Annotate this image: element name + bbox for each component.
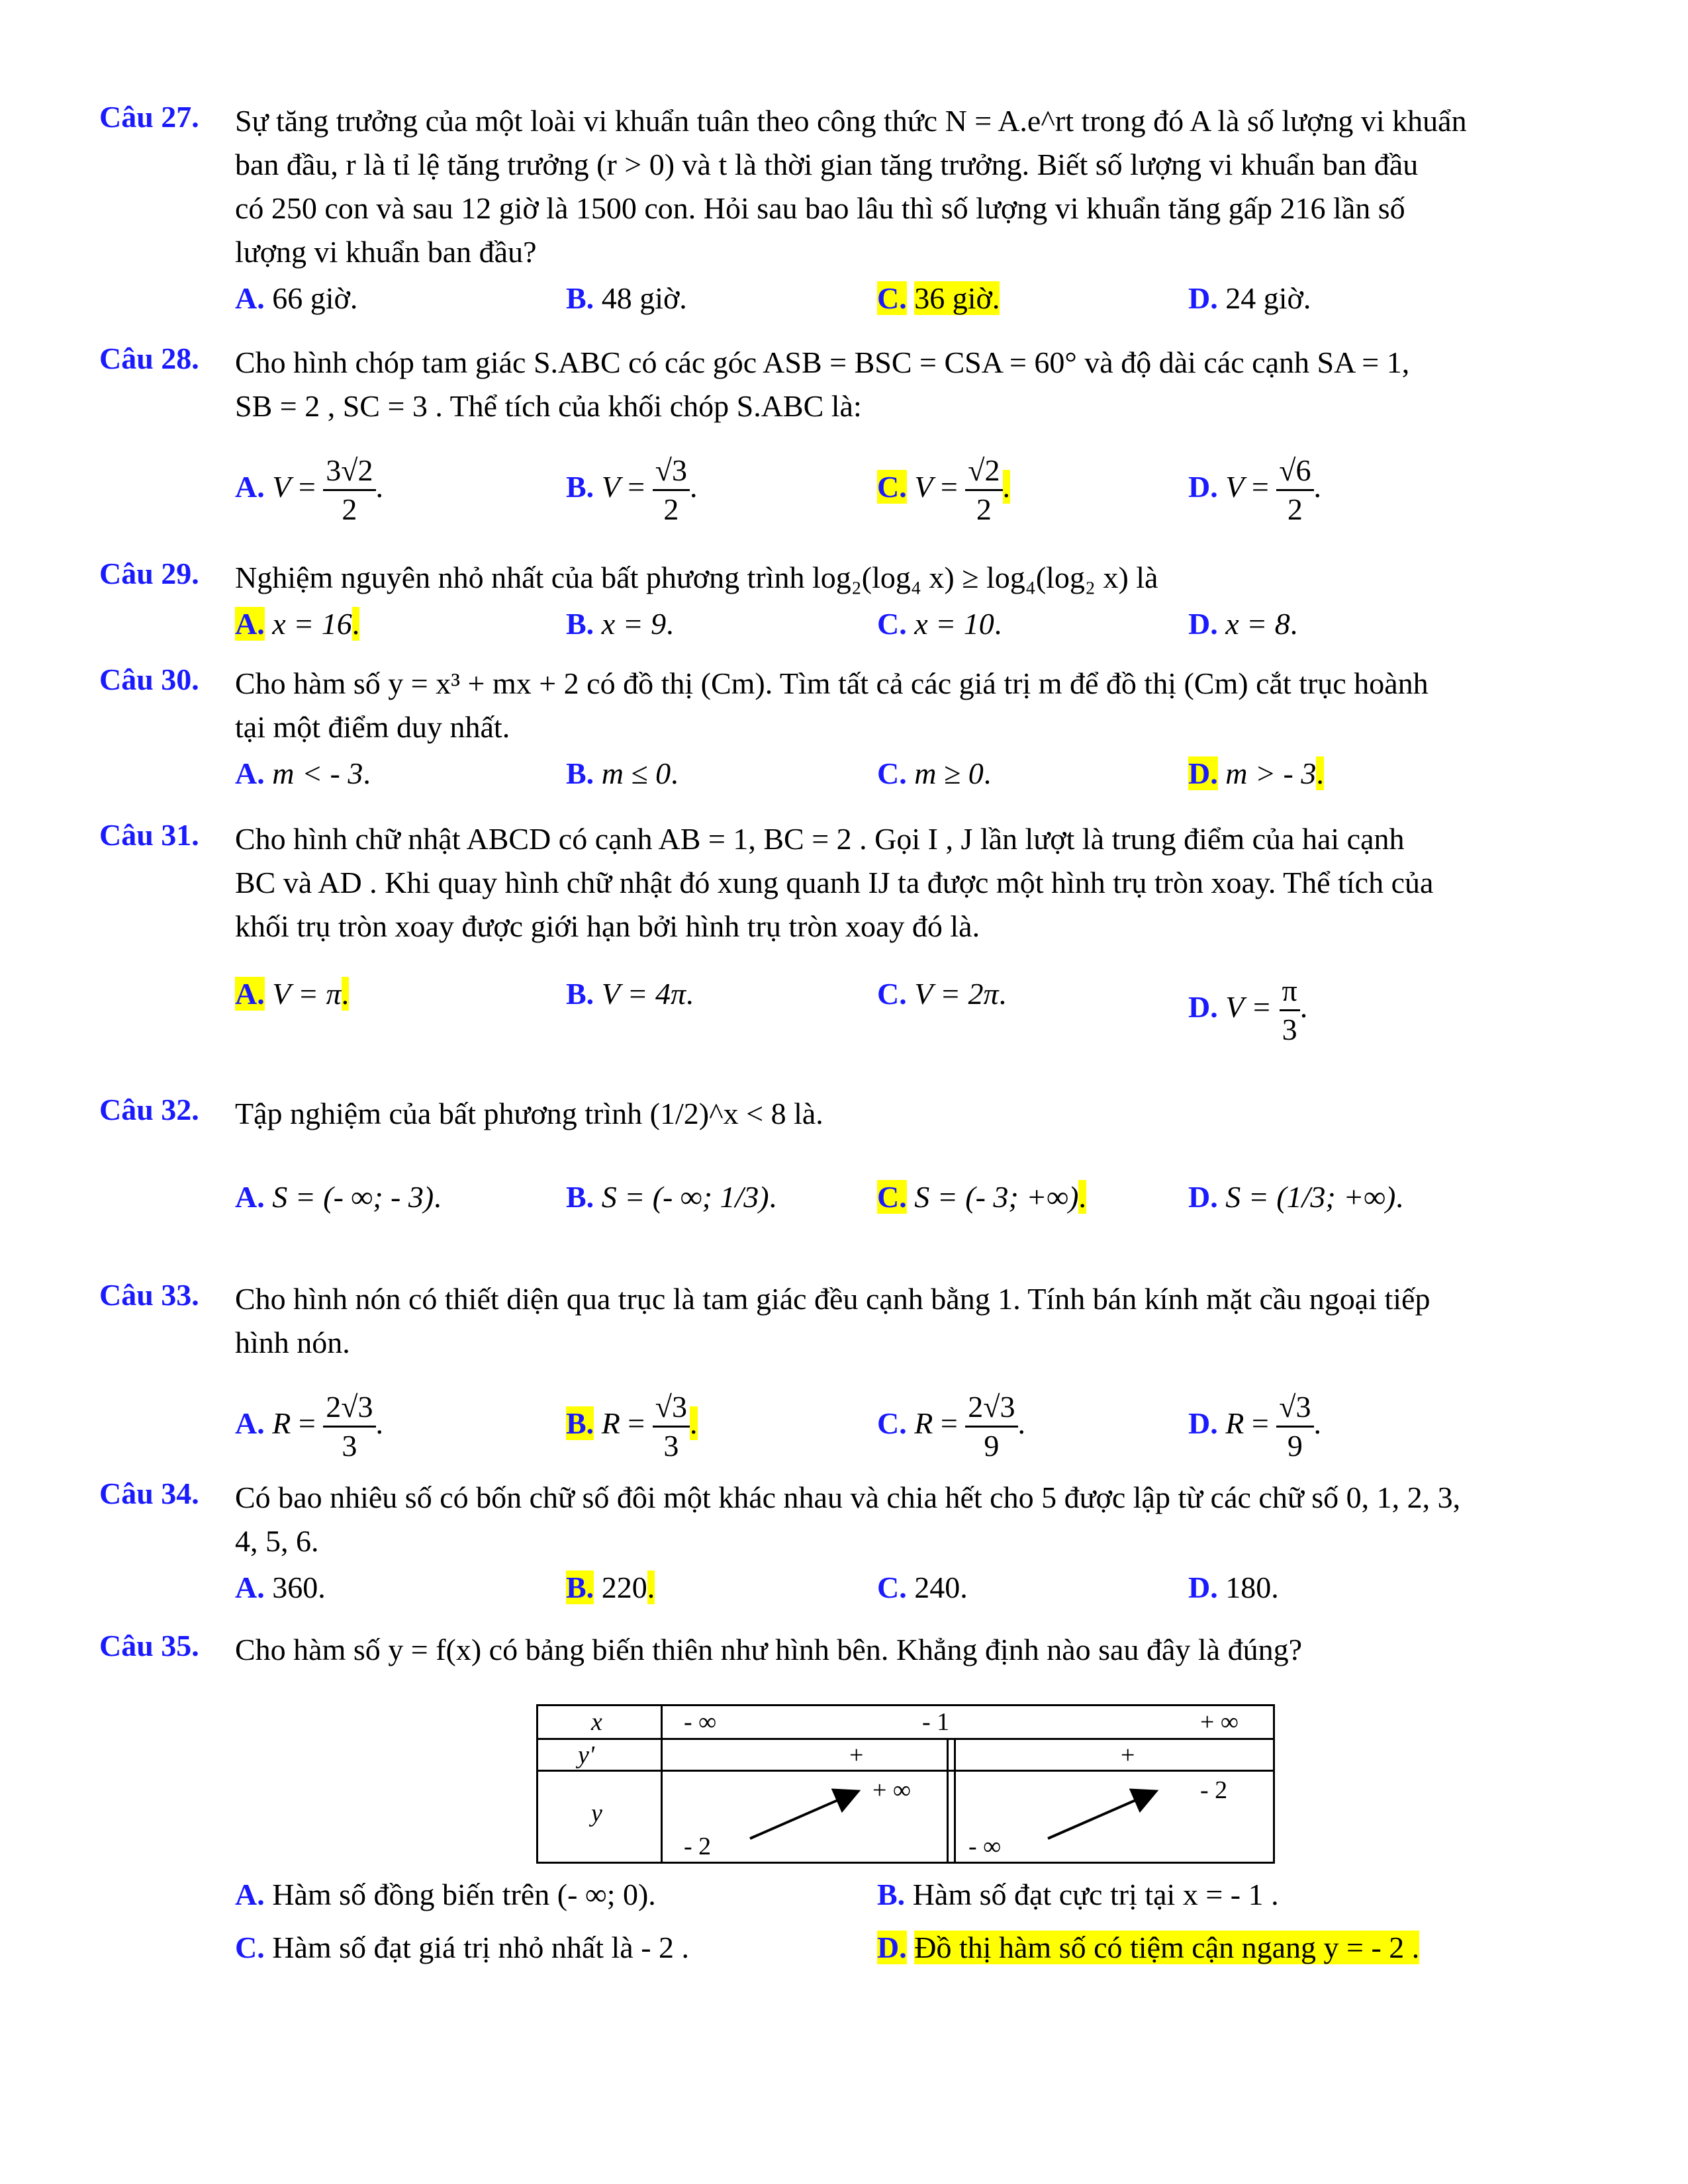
table-yprime-label: y' xyxy=(578,1741,594,1769)
option-b[interactable]: B. V = 4π. xyxy=(566,977,694,1011)
option-a[interactable]: A. V = $\frac{3√2}{2}$ . xyxy=(235,453,384,526)
question-text: Nghiệm nguyên nhỏ nhất của bất phương trình log₂(log₄ x) ≥ log₄(log₂ x) là xyxy=(235,561,1158,594)
option-a[interactable]: A. Hàm số đồng biến trên (- ∞; 0). xyxy=(235,1878,656,1911)
option-b[interactable]: B. 48 giờ. xyxy=(566,281,687,315)
question-text: Có bao nhiêu số có bốn chữ số đôi một khác nhau và chia hết cho 5 được lập từ các chữ số 0, 1, 2, 3, xyxy=(235,1480,1461,1514)
option-a[interactable]: A. x = 16. xyxy=(235,607,360,641)
question-text: Cho hình chữ nhật ABCD có cạnh AB = 1, BC = 2 . Gọi I , J lần lượt là trung điểm của hai cạnh xyxy=(235,822,1405,856)
option-d[interactable]: D. 180. xyxy=(1188,1570,1279,1604)
question-text: Tập nghiệm của bất phương trình (1/2)^x < 8 là. xyxy=(235,1097,823,1130)
option-b[interactable]: B. R = $\frac{√3}{3}$ . xyxy=(566,1390,698,1463)
question-text: BC và AD . Khi quay hình chữ nhật đó xung quanh IJ ta được một hình trụ tròn xoay. Thể tích của xyxy=(235,866,1434,899)
option-a[interactable]: A. 66 giờ. xyxy=(235,281,358,315)
question-number: Câu 28. xyxy=(99,341,199,375)
table-y-minus-2-right: - 2 xyxy=(1200,1776,1228,1804)
option-d[interactable]: D. V = $\frac{√6}{2}$ . xyxy=(1188,453,1322,526)
option-a[interactable]: A. R = $\frac{2√3}{3}$ . xyxy=(235,1390,384,1463)
option-a[interactable]: A. S = (- ∞; - 3). xyxy=(235,1180,442,1214)
option-b[interactable]: B. Hàm số đạt cực trị tại x = - 1 . xyxy=(877,1878,1279,1911)
question-text: 4, 5, 6. xyxy=(235,1524,319,1558)
question-text: Sự tăng trưởng của một loài vi khuẩn tuân theo công thức N = A.e^rt trong đó A là số lượng vi khuẩn xyxy=(235,104,1467,138)
option-d[interactable]: D. m > - 3. xyxy=(1188,756,1324,790)
question-text: khối trụ tròn xoay được giới hạn bởi hình trụ tròn xoay đó là. xyxy=(235,909,980,943)
question-text: Cho hàm số y = f(x) có bảng biến thiên như hình bên. Khẳng định nào sau đây là đúng? xyxy=(235,1633,1302,1666)
question-text: tại một điểm duy nhất. xyxy=(235,710,510,744)
variation-table xyxy=(536,1704,1275,1864)
question-text: Cho hình nón có thiết diện qua trục là tam giác đều cạnh bằng 1. Tính bán kính mặt cầu ngoại tiếp xyxy=(235,1282,1430,1316)
question-number: Câu 27. xyxy=(99,100,199,134)
option-a[interactable]: A. 360. xyxy=(235,1570,326,1604)
increasing-arrow-1 xyxy=(750,1792,856,1839)
question-31 xyxy=(99,817,1595,1046)
option-d[interactable]: D. x = 8. xyxy=(1188,607,1298,641)
option-d[interactable]: D. 24 giờ. xyxy=(1188,281,1311,315)
option-d[interactable]: D. S = (1/3; +∞). xyxy=(1188,1180,1403,1214)
option-b[interactable]: B. 220. xyxy=(566,1570,655,1604)
question-28 xyxy=(99,341,1595,526)
question-27 xyxy=(99,99,1595,320)
question-29 xyxy=(99,556,1595,646)
question-number: Câu 33. xyxy=(99,1278,199,1312)
question-32 xyxy=(99,1092,1595,1219)
table-x-minus-inf: - ∞ xyxy=(684,1708,717,1736)
question-number: Câu 35. xyxy=(99,1629,199,1662)
table-sign-plus-2: + xyxy=(1121,1741,1135,1769)
option-b[interactable]: B. m ≤ 0. xyxy=(566,756,679,790)
question-30 xyxy=(99,662,1595,796)
option-b[interactable]: B. x = 9. xyxy=(566,607,674,641)
table-x-plus-inf: + ∞ xyxy=(1200,1708,1239,1736)
option-a[interactable]: A. m < - 3. xyxy=(235,756,371,790)
option-b[interactable]: B. S = (- ∞; 1/3). xyxy=(566,1180,777,1214)
question-text: có 250 con và sau 12 giờ là 1500 con. Hỏi sau bao lâu thì số lượng vi khuẩn tăng gấp 216 lần số xyxy=(235,191,1405,225)
option-c[interactable]: C. m ≥ 0. xyxy=(877,756,992,790)
question-number: Câu 30. xyxy=(99,662,199,696)
question-35 xyxy=(99,1628,1595,1672)
question-number: Câu 29. xyxy=(99,557,199,590)
table-y-plus-inf: + ∞ xyxy=(872,1776,912,1804)
option-d[interactable]: D. R = $\frac{√3}{9}$ . xyxy=(1188,1390,1322,1463)
option-c[interactable]: C. V = $\frac{√2}{2}$ . xyxy=(877,453,1011,526)
table-y-minus-inf: - ∞ xyxy=(968,1833,1002,1860)
question-text: hình nón. xyxy=(235,1326,350,1359)
question-text: Cho hình chóp tam giác S.ABC có các góc ASB = BSC = CSA = 60° và độ dài các cạnh SA = 1, xyxy=(235,345,1410,379)
question-number: Câu 34. xyxy=(99,1477,199,1510)
option-c[interactable]: C. V = 2π. xyxy=(877,977,1007,1011)
question-text: Cho hàm số y = x³ + mx + 2 có đồ thị (Cm). Tìm tất cả các giá trị m để đồ thị (Cm) cắt trục hoành xyxy=(235,666,1429,700)
option-c[interactable]: C. S = (- 3; +∞). xyxy=(877,1180,1086,1214)
option-c[interactable]: C. R = $\frac{2√3}{9}$ . xyxy=(877,1390,1026,1463)
question-text: SB = 2 , SC = 3 . Thể tích của khối chóp S.ABC là: xyxy=(235,389,862,423)
table-y-minus-2-left: - 2 xyxy=(684,1833,712,1860)
option-b[interactable]: B. V = $\frac{√3}{2}$ . xyxy=(566,453,698,526)
option-c[interactable]: C. Hàm số đạt giá trị nhỏ nhất là - 2 . xyxy=(235,1931,690,1964)
question-text: ban đầu, r là tỉ lệ tăng trưởng (r > 0) và t là thời gian tăng trưởng. Biết số lượng vi khuẩn ban đầu xyxy=(235,148,1419,181)
option-c[interactable]: C. x = 10. xyxy=(877,607,1002,641)
option-a[interactable]: A. V = π. xyxy=(235,977,350,1011)
question-number: Câu 32. xyxy=(99,1093,199,1126)
table-arrows xyxy=(538,1706,1273,1862)
option-d[interactable]: D. V = $\frac{\pi}{3}$ . xyxy=(1188,974,1308,1046)
question-34 xyxy=(99,1476,1595,1610)
option-d[interactable]: D. Đồ thị hàm số có tiệm cận ngang y = - 2 . xyxy=(877,1931,1420,1964)
table-sign-plus-1: + xyxy=(849,1741,864,1769)
table-x-label: x xyxy=(591,1708,602,1736)
question-text: lượng vi khuẩn ban đầu? xyxy=(235,235,537,269)
table-x-minus-1: - 1 xyxy=(922,1708,950,1736)
option-c[interactable]: C. 36 giờ. xyxy=(877,281,1000,315)
table-y-label: y xyxy=(591,1799,602,1827)
option-c[interactable]: C. 240. xyxy=(877,1570,968,1604)
question-number: Câu 31. xyxy=(99,818,199,852)
increasing-arrow-2 xyxy=(1048,1792,1154,1839)
question-35-options xyxy=(99,1873,1595,1972)
question-33 xyxy=(99,1277,1595,1463)
